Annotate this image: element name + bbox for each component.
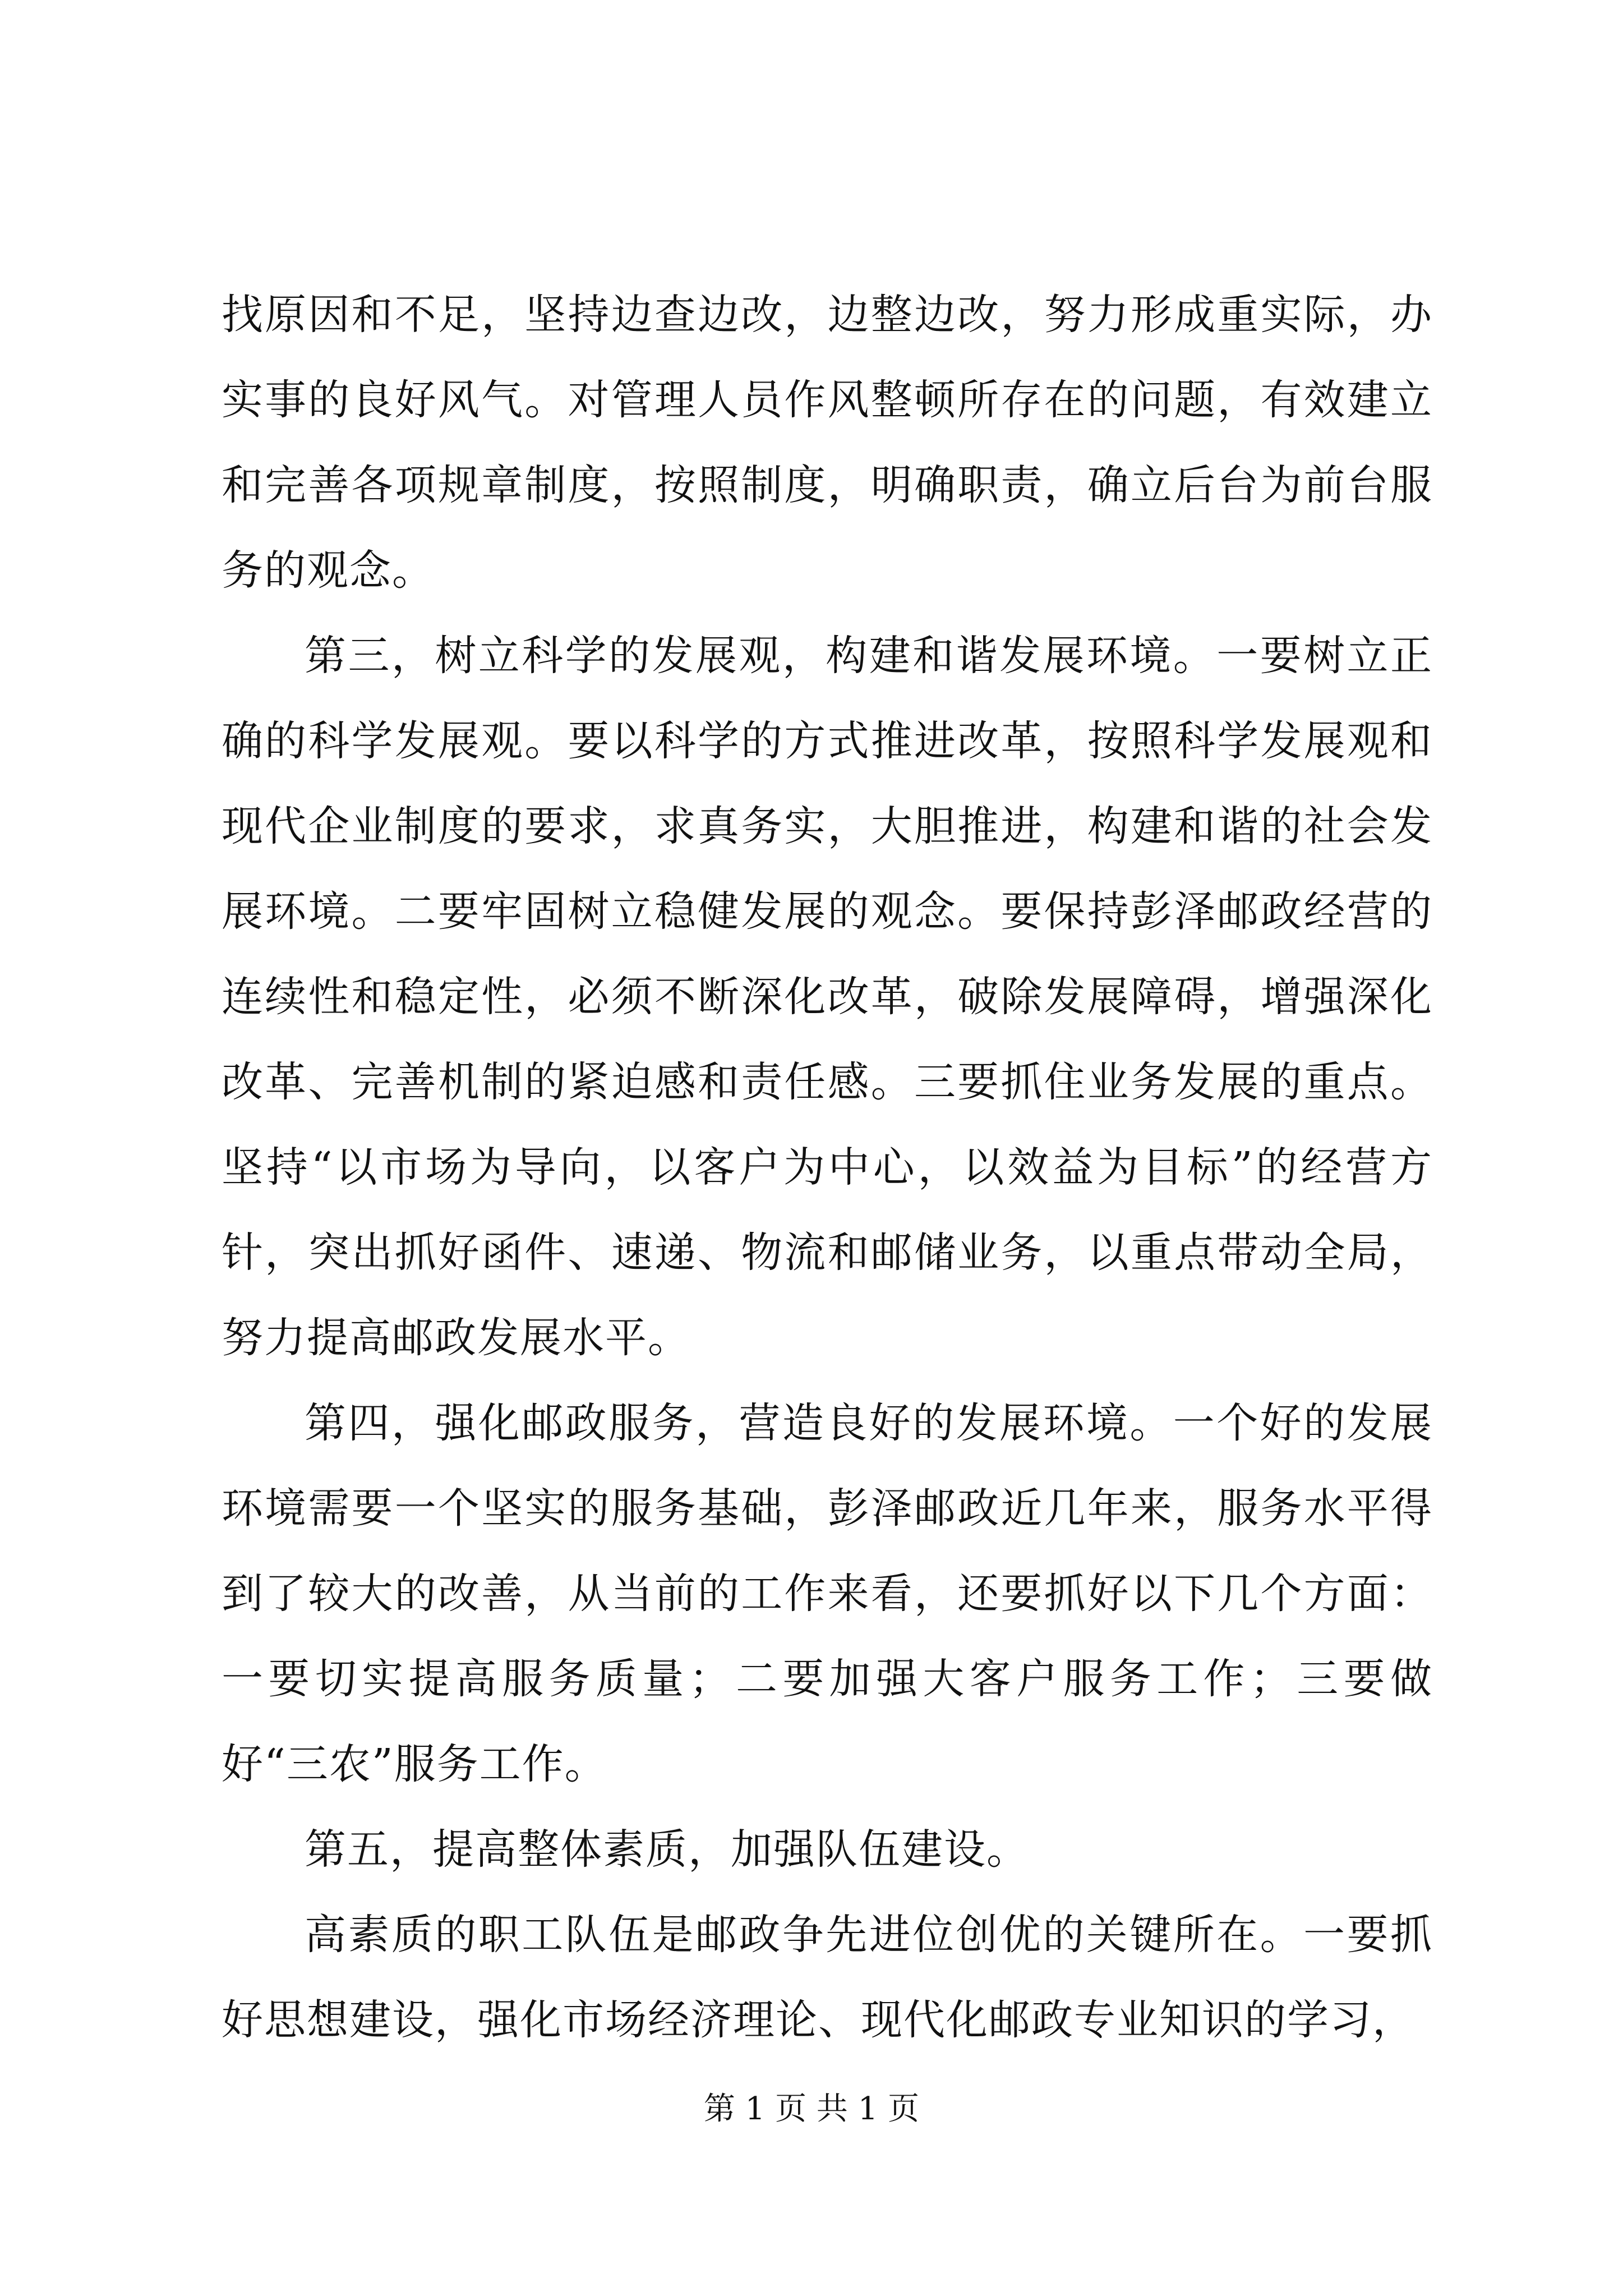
document-body [222, 272, 1433, 2063]
paragraph-third-point: 第三，树立科学的发展观，构建和谐发展环境。一要树立正确的科学发展观。要以科学的方式推进改革，按照科学发展观和现代企业制度的要求，求真务实，大胆推进，构建和谐的社会发展环境。二要牢固树立稳健发展的观念。要保持彭泽邮政经营的连续性和稳定性，必须不断深化改革，破除发展障碍，增强深化改革、完善机制的紧迫感和责任感。三要抓住业务发展的重点。坚持“以市场为导向，以客户为中心，以效益为目标”的经营方针，突出抓好函件、速递、物流和邮储业务，以重点带动全局，努力提高邮政发展水平。 [222, 632, 1433, 1362]
paragraph-continuation: 找原因和不足，坚持边查边改，边整边改，努力形成重实际，办实事的良好风气。对管理人员作风整顿所存在的问题，有效建立和完善各项规章制度，按照制度，明确职责，确立后台为前台服务的观念。 [222, 291, 1433, 595]
paragraph-fifth-point: 第五，提高整体素质，加强队伍建设。 [305, 1825, 1029, 1874]
page-footer: 第 1 页 共 1 页 [703, 2091, 920, 2127]
paragraph-staff-quality: 高素质的职工队伍是邮政争先进位创优的关键所在。一要抓好思想建设，强化市场经济理论、现代化邮政专业知识的学习， [222, 1911, 1433, 2044]
paragraph-fourth-point: 第四，强化邮政服务，营造良好的发展环境。一个好的发展环境需要一个坚实的服务基础，彭泽邮政近几年来，服务水平得到了较大的改善，从当前的工作来看，还要抓好以下几个方面：一要切实提高服务质量；二要加强大客户服务工作；三要做好“三农”服务工作。 [222, 1399, 1433, 1788]
